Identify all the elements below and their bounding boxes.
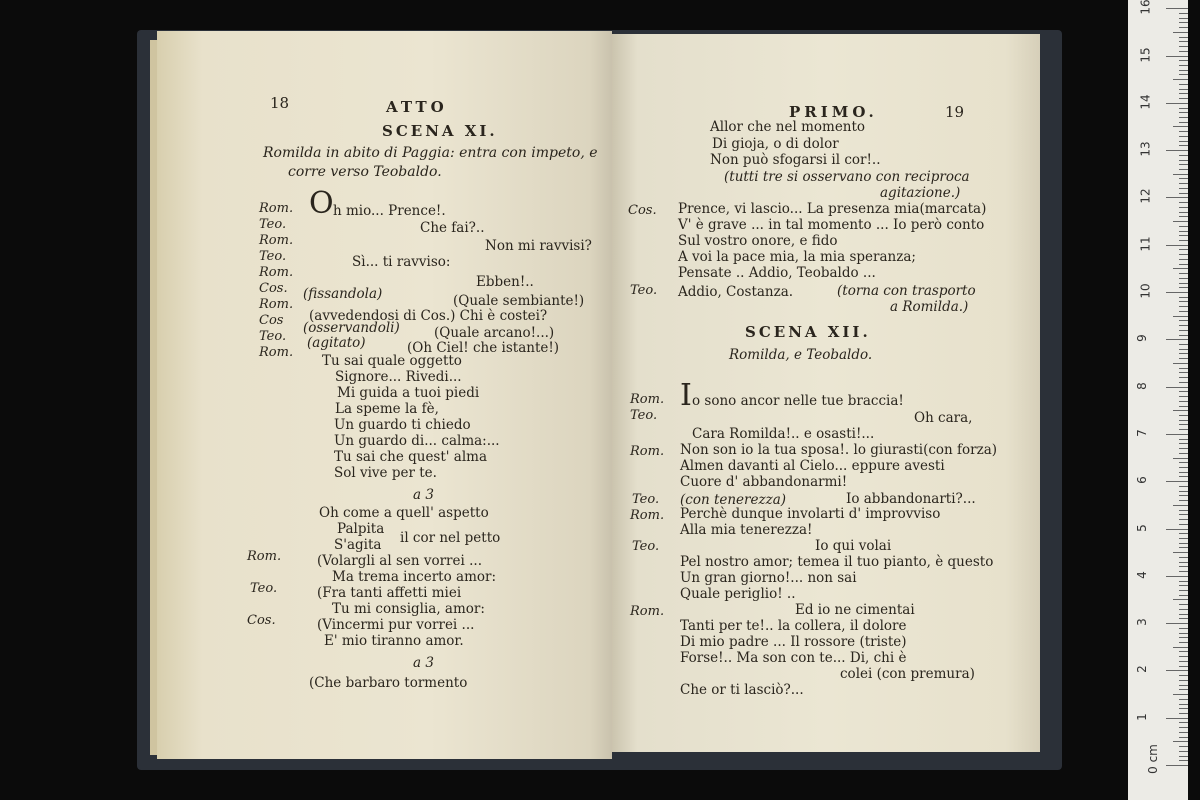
ruler-tick	[1179, 760, 1188, 761]
ruler-tick	[1166, 718, 1188, 719]
ruler-tick	[1179, 566, 1188, 567]
ruler-tick	[1166, 339, 1188, 340]
ruler-tick	[1173, 410, 1188, 411]
ruler-tick	[1179, 235, 1188, 236]
ruler-tick	[1179, 74, 1188, 75]
ruler-tick	[1173, 552, 1188, 553]
ruler-tick	[1179, 491, 1188, 492]
stage-direction: agitazione.)	[880, 185, 961, 201]
speaker: Teo.	[250, 581, 278, 596]
stage-direction: (tutti tre si osservano con reciproca	[724, 169, 970, 185]
stage-direction: (torna con trasporto	[837, 283, 976, 299]
ruler-tick	[1179, 193, 1188, 194]
dialogue-line: A voi la pace mia, la mia speranza;	[678, 249, 916, 265]
ruler-tick	[1179, 368, 1188, 369]
speaker: Cos	[259, 313, 284, 328]
drop-cap: O	[309, 186, 334, 221]
ruler-tick	[1179, 675, 1188, 676]
ruler-tick	[1179, 164, 1188, 165]
ruler-tick	[1179, 510, 1188, 511]
ruler-tick	[1173, 174, 1188, 175]
ruler-tick	[1173, 694, 1188, 695]
ruler-tick	[1179, 656, 1188, 657]
dialogue-line: Perchè dunque involarti d' improvviso	[680, 506, 941, 522]
ruler-tick	[1179, 98, 1188, 99]
ruler-number: 15	[1138, 46, 1153, 63]
speaker: Rom.	[630, 392, 665, 407]
drop-cap: I	[680, 378, 692, 413]
ruler-tick	[1179, 443, 1188, 444]
ruler-tick	[1179, 680, 1188, 681]
ruler-tick	[1179, 301, 1188, 302]
speaker: Teo.	[259, 249, 287, 264]
speaker: Teo.	[632, 492, 660, 507]
ruler-tick	[1166, 529, 1188, 530]
ruler-number: 12	[1138, 188, 1153, 205]
ruler-tick	[1179, 751, 1188, 752]
dialogue-line: Tanti per te!.. la collera, il dolore	[680, 618, 907, 634]
ruler-number: 6	[1134, 476, 1149, 485]
ruler-tick	[1179, 264, 1188, 265]
dialogue-line: h mio... Prence!.	[333, 203, 446, 219]
ruler-tick	[1179, 37, 1188, 38]
dialogue-line: Addio, Costanza.	[678, 284, 794, 300]
ruler-tick	[1179, 84, 1188, 85]
ruler-tick	[1179, 46, 1188, 47]
dialogue-line: Sì... ti ravviso:	[352, 254, 451, 270]
ruler-tick	[1179, 557, 1188, 558]
ruler-number: 9	[1134, 334, 1149, 343]
ruler-tick	[1179, 89, 1188, 90]
ruler-tick	[1179, 533, 1188, 534]
ruler-tick	[1179, 287, 1188, 288]
ruler-tick	[1166, 576, 1188, 577]
ruler-tick	[1166, 150, 1188, 151]
ruler-tick	[1179, 344, 1188, 345]
dialogue-line: Alla mia tenerezza!	[680, 522, 813, 538]
right-page	[612, 34, 1040, 752]
dialogue-line: Io abbandonarti?...	[846, 491, 976, 507]
speaker: Rom.	[630, 444, 665, 459]
verse-line: E' mio tiranno amor.	[324, 633, 464, 649]
ruler-tick	[1173, 458, 1188, 459]
dialogue-line: (Oh Ciel! che istante!)	[407, 340, 560, 356]
dialogue-line: Non son io la tua sposa!. lo giurasti(con forza)	[680, 442, 998, 458]
ruler-tick	[1173, 505, 1188, 506]
verse-line: Signore... Rivedi...	[335, 369, 462, 385]
ruler-tick	[1179, 500, 1188, 501]
ruler-tick	[1179, 732, 1188, 733]
dialogue-line: Di mio padre ... Il rossore (triste)	[680, 634, 907, 650]
verse-line: S'agita	[334, 537, 382, 553]
verse-line: La speme la fè,	[335, 401, 439, 417]
ruler-tick	[1179, 136, 1188, 137]
speaker: Rom.	[247, 549, 282, 564]
ruler-tick	[1173, 316, 1188, 317]
ruler-tick	[1179, 325, 1188, 326]
speaker: Rom.	[259, 345, 294, 360]
ruler-tick	[1179, 349, 1188, 350]
ruler-tick	[1179, 22, 1188, 23]
ruler-tick	[1179, 117, 1188, 118]
verse-line: Un guardo di... calma:...	[334, 433, 500, 449]
ruler-tick	[1179, 467, 1188, 468]
verse-line: Un guardo ti chiedo	[334, 417, 471, 433]
speaker: Teo.	[259, 217, 287, 232]
ruler-tick	[1179, 614, 1188, 615]
ruler-tick	[1179, 249, 1188, 250]
ruler-tick	[1173, 126, 1188, 127]
ruler-tick	[1179, 259, 1188, 260]
ruler-tick	[1179, 590, 1188, 591]
ruler-number: 16	[1138, 0, 1153, 15]
ruler-tick	[1179, 273, 1188, 274]
dialogue-line: (Quale sembiante!)	[453, 293, 585, 309]
ruler-tick	[1179, 65, 1188, 66]
speaker: Rom.	[630, 508, 665, 523]
ruler-tick	[1179, 377, 1188, 378]
ruler-tick	[1179, 396, 1188, 397]
ruler-tick	[1179, 637, 1188, 638]
verse-line: (Che barbaro tormento	[309, 675, 468, 691]
stage-direction: (agitato)	[307, 335, 366, 351]
ruler-tick	[1166, 8, 1188, 9]
ruler-tick	[1179, 609, 1188, 610]
scene-characters: Romilda, e Teobaldo.	[729, 347, 873, 363]
ruler-tick	[1179, 212, 1188, 213]
stage-direction: (con tenerezza)	[680, 492, 787, 508]
dialogue-line: (Quale arcano!...)	[434, 325, 555, 341]
verse-line: Non può sfogarsi il cor!..	[710, 152, 881, 168]
ruler-tick	[1173, 647, 1188, 648]
speaker: Cos.	[628, 203, 657, 218]
ruler-tick	[1179, 108, 1188, 109]
verse-line: Tu sai che quest' alma	[334, 449, 488, 465]
scene-title: SCENA XII.	[745, 323, 871, 341]
dialogue-line: Pel nostro amor; temea il tuo pianto, è questo	[680, 554, 994, 570]
ruler-tick	[1166, 765, 1188, 766]
ruler-tick	[1179, 169, 1188, 170]
ruler-number: 11	[1138, 236, 1153, 252]
ruler-tick	[1179, 122, 1188, 123]
speaker: Teo.	[630, 408, 658, 423]
ruler-tick	[1179, 661, 1188, 662]
ruler-tick	[1179, 41, 1188, 42]
dialogue-line: V' è grave ... in tal momento ... Io però conto	[678, 217, 985, 233]
ruler-number: 13	[1138, 141, 1153, 157]
page-header: ATTO	[386, 98, 448, 116]
ruler-tick	[1179, 562, 1188, 563]
ruler-tick	[1179, 424, 1188, 425]
ruler-tick	[1173, 79, 1188, 80]
ruler-tick	[1179, 453, 1188, 454]
ruler-tick	[1179, 306, 1188, 307]
ruler-tick	[1179, 240, 1188, 241]
ruler-tick	[1179, 704, 1188, 705]
ruler-tick	[1179, 514, 1188, 515]
ruler-tick	[1179, 216, 1188, 217]
ruler-tick	[1179, 708, 1188, 709]
dialogue-line: Non mi ravvisi?	[485, 238, 592, 254]
a3-label: a 3	[413, 487, 434, 503]
ruler-tick	[1173, 741, 1188, 742]
verse-line: Tu mi consiglia, amor:	[332, 601, 485, 617]
ruler-tick	[1179, 330, 1188, 331]
ruler-tick	[1179, 353, 1188, 354]
ruler-tick	[1179, 254, 1188, 255]
ruler-tick	[1179, 226, 1188, 227]
ruler-tick	[1179, 604, 1188, 605]
dialogue-line: Sul vostro onore, e fido	[678, 233, 838, 249]
ruler-tick	[1179, 746, 1188, 747]
speaker: Cos.	[247, 613, 276, 628]
dialogue-line: Prence, vi lascio... La presenza mia(marcata)	[678, 201, 987, 217]
ruler-tick	[1179, 642, 1188, 643]
ruler-tick	[1173, 221, 1188, 222]
dialogue-line: Che fai?..	[420, 220, 485, 236]
ruler-tick	[1179, 70, 1188, 71]
ruler-tick	[1166, 434, 1188, 435]
ruler-tick	[1179, 547, 1188, 548]
ruler-tick	[1179, 666, 1188, 667]
ruler-tick	[1179, 335, 1188, 336]
ruler-tick	[1179, 141, 1188, 142]
dialogue-line: Che or ti lasciò?...	[680, 682, 804, 698]
ruler-tick	[1179, 448, 1188, 449]
speaker: Rom.	[630, 604, 665, 619]
ruler-tick	[1179, 585, 1188, 586]
ruler-tick	[1179, 183, 1188, 184]
ruler-tick	[1179, 538, 1188, 539]
measuring-ruler	[1128, 0, 1188, 800]
dialogue-line: Pensate .. Addio, Teobaldo ...	[678, 265, 876, 281]
speaker: Teo.	[630, 283, 658, 298]
ruler-tick	[1173, 32, 1188, 33]
verse-line: Ma trema incerto amor:	[332, 569, 497, 585]
stage-direction: (osservandoli)	[303, 320, 400, 336]
dialogue-line: Ebben!..	[476, 274, 534, 290]
ruler-tick	[1179, 202, 1188, 203]
dialogue-line: Io qui volai	[815, 538, 892, 554]
ruler-tick	[1166, 387, 1188, 388]
ruler-tick	[1179, 160, 1188, 161]
ruler-tick	[1179, 486, 1188, 487]
dialogue-line: (avvedendosi di Cos.) Chi è costei?	[309, 308, 548, 324]
ruler-tick	[1179, 727, 1188, 728]
ruler-tick	[1179, 112, 1188, 113]
ruler-tick	[1179, 60, 1188, 61]
ruler-tick	[1179, 595, 1188, 596]
dialogue-line: o sono ancor nelle tue braccia!	[692, 393, 904, 409]
verse-line: Tu sai quale oggetto	[322, 353, 462, 369]
dialogue-line: Ed io ne cimentai	[795, 602, 915, 618]
ruler-tick	[1166, 103, 1188, 104]
ruler-tick	[1179, 297, 1188, 298]
speaker: Cos.	[259, 281, 288, 296]
ruler-tick	[1179, 756, 1188, 757]
ruler-tick	[1166, 481, 1188, 482]
ruler-tick	[1179, 628, 1188, 629]
ruler-tick	[1166, 670, 1188, 671]
ruler-number: 2	[1134, 665, 1149, 674]
verse-line: (Fra tanti affetti miei	[317, 585, 462, 601]
stage-direction: (fissandola)	[303, 286, 383, 302]
ruler-tick	[1179, 651, 1188, 652]
ruler-number: 4	[1134, 570, 1149, 579]
ruler-tick	[1179, 722, 1188, 723]
speaker: Teo.	[259, 329, 287, 344]
ruler-tick	[1179, 415, 1188, 416]
dialogue-line: Quale periglio! ..	[680, 586, 796, 602]
dialogue-line: Cara Romilda!.. e osasti!...	[692, 426, 875, 442]
ruler-tick	[1179, 495, 1188, 496]
verse-line: Di gioja, o di dolor	[712, 136, 839, 152]
ruler-tick	[1166, 197, 1188, 198]
verse-line: Palpita	[337, 521, 385, 537]
ruler-tick	[1179, 618, 1188, 619]
ruler-tick	[1179, 188, 1188, 189]
dialogue-line: Un gran giorno!... non sai	[680, 570, 857, 586]
verse-line: Oh come a quell' aspetto	[319, 505, 489, 521]
stage-direction: Romilda in abito di Paggia: entra con impeto, e	[263, 145, 598, 161]
ruler-tick	[1179, 519, 1188, 520]
ruler-tick	[1179, 131, 1188, 132]
stage-direction: a Romilda.)	[890, 299, 969, 315]
ruler-tick	[1179, 472, 1188, 473]
ruler-tick	[1179, 571, 1188, 572]
ruler-tick	[1179, 207, 1188, 208]
dialogue-line: colei (con premura)	[840, 666, 975, 682]
ruler-number: 5	[1134, 523, 1149, 532]
ruler-tick	[1179, 372, 1188, 373]
ruler-tick	[1179, 18, 1188, 19]
scene-title: SCENA XI.	[382, 122, 498, 140]
speaker: Rom.	[259, 297, 294, 312]
ruler-tick	[1179, 633, 1188, 634]
ruler-unit: 0 cm	[1145, 744, 1160, 774]
speaker: Teo.	[632, 539, 660, 554]
ruler-tick	[1179, 93, 1188, 94]
ruler-tick	[1179, 543, 1188, 544]
verse-line: Allor che nel momento	[710, 119, 866, 135]
ruler-tick	[1179, 27, 1188, 28]
ruler-tick	[1179, 145, 1188, 146]
ruler-tick	[1179, 476, 1188, 477]
ruler-number: 1	[1134, 712, 1149, 721]
ruler-tick	[1179, 581, 1188, 582]
ruler-tick	[1173, 268, 1188, 269]
verse-line: (Volargli al sen vorrei ...	[317, 553, 482, 569]
ruler-number: 3	[1134, 618, 1149, 626]
ruler-tick	[1179, 311, 1188, 312]
left-page	[157, 31, 612, 759]
verse-line: Mi guida a tuoi piedi	[337, 385, 480, 401]
ruler-number: 14	[1138, 94, 1153, 110]
dialogue-line: Almen davanti al Cielo... eppure avesti	[680, 458, 945, 474]
ruler-tick	[1179, 685, 1188, 686]
ruler-number: 10	[1138, 283, 1153, 299]
ruler-tick	[1179, 358, 1188, 359]
ruler-tick	[1179, 401, 1188, 402]
speaker: Rom.	[259, 265, 294, 280]
ruler-tick	[1179, 737, 1188, 738]
ruler-tick	[1179, 13, 1188, 14]
page-header: PRIMO.	[789, 103, 878, 121]
ruler-tick	[1179, 439, 1188, 440]
ruler-tick	[1179, 283, 1188, 284]
ruler-tick	[1179, 231, 1188, 232]
ruler-tick	[1179, 713, 1188, 714]
page-number: 19	[945, 103, 965, 121]
dialogue-line: Forse!.. Ma son con te... Di, chi è	[680, 650, 907, 666]
ruler-tick	[1179, 278, 1188, 279]
ruler-tick	[1166, 623, 1188, 624]
ruler-tick	[1179, 406, 1188, 407]
ruler-number: 7	[1134, 429, 1149, 437]
verse-line: il cor nel petto	[400, 530, 501, 546]
speaker: Rom.	[259, 233, 294, 248]
ruler-tick	[1179, 689, 1188, 690]
ruler-tick	[1179, 320, 1188, 321]
ruler-tick	[1179, 699, 1188, 700]
ruler-tick	[1179, 178, 1188, 179]
ruler-tick	[1179, 420, 1188, 421]
ruler-tick	[1173, 363, 1188, 364]
ruler-tick	[1166, 56, 1188, 57]
ruler-tick	[1179, 391, 1188, 392]
ruler-tick	[1179, 524, 1188, 525]
ruler-tick	[1166, 245, 1188, 246]
ruler-tick	[1166, 292, 1188, 293]
ruler-tick	[1179, 429, 1188, 430]
a3-label: a 3	[413, 655, 434, 671]
verse-line: (Vincermi pur vorrei ...	[317, 617, 475, 633]
page-number: 18	[270, 94, 290, 112]
ruler-tick	[1179, 155, 1188, 156]
ruler-tick	[1179, 382, 1188, 383]
ruler-number: 8	[1134, 381, 1149, 390]
dialogue-line: Cuore d' abbandonarmi!	[680, 474, 848, 490]
ruler-tick	[1173, 599, 1188, 600]
ruler-tick	[1179, 462, 1188, 463]
dialogue-line: Oh cara,	[914, 410, 973, 426]
verse-line: Sol vive per te.	[334, 465, 437, 481]
stage-direction: corre verso Teobaldo.	[288, 164, 442, 180]
speaker: Rom.	[259, 201, 294, 216]
ruler-tick	[1179, 51, 1188, 52]
